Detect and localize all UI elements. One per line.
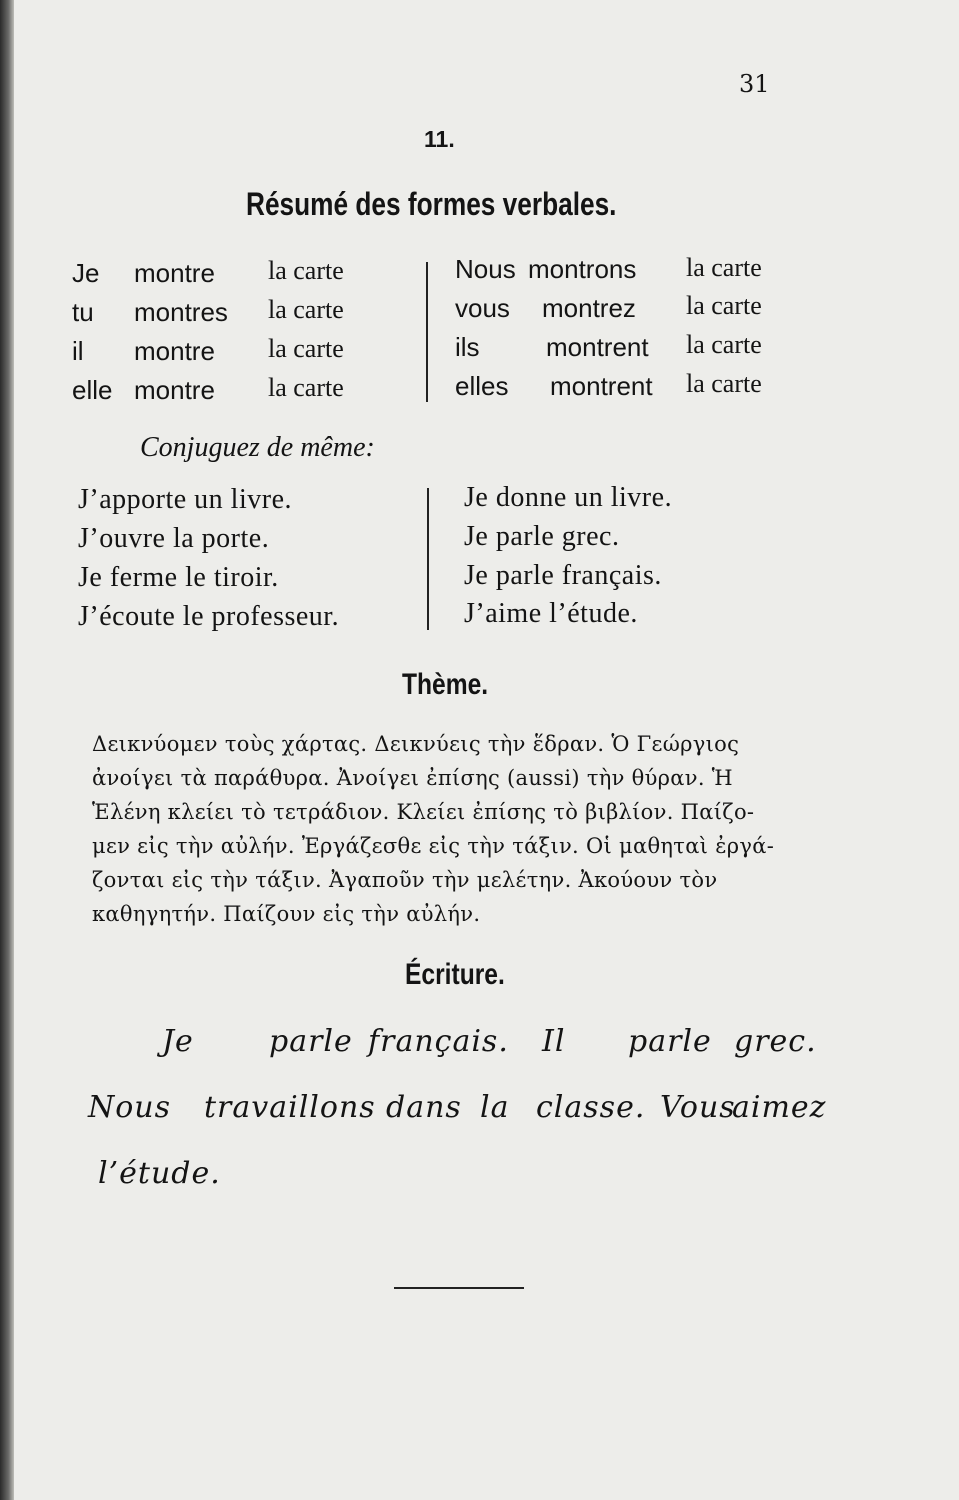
verb-form: montrez — [542, 293, 636, 323]
greek-line: Ἑλένη κλείει τὸ τετράδιον. Κλείει ἐπίσης τὸ βιβλίον. Παίζο- — [92, 800, 755, 824]
script-word: Je — [162, 1024, 194, 1059]
pronoun: il — [72, 336, 84, 366]
pronoun: vous — [455, 293, 510, 323]
script-word: parle — [269, 1024, 353, 1059]
end-rule — [394, 1287, 524, 1289]
verb-form: montrent — [546, 332, 649, 362]
section-title: Résumé des formes verbales. — [246, 186, 617, 222]
exercise-sentence: J’apporte un livre. — [78, 484, 292, 515]
greek-line: ζονται εἰς τὴν τάξιν. Ἀγαποῦν τὴν μελέτην. Ἀκούουν τὸν — [92, 868, 718, 892]
script-word: classe. — [536, 1090, 646, 1125]
exercise-sentence: J’écoute le professeur. — [78, 601, 340, 632]
verb-form: montre — [134, 336, 215, 366]
verb-form: montrent — [550, 371, 653, 401]
pronoun: tu — [72, 297, 94, 327]
script-word: Nous — [88, 1090, 172, 1125]
object: la carte — [268, 334, 344, 363]
object: la carte — [686, 253, 762, 282]
script-word: Vous — [660, 1090, 736, 1125]
exercise-sentence: J’ouvre la porte. — [78, 523, 270, 554]
script-word: dans — [386, 1090, 462, 1125]
script-word: grec. — [734, 1024, 817, 1059]
greek-line: καθηγητήν. Παίζουν εἰς τὴν αὐλήν. — [92, 902, 481, 926]
greek-line: ἀνοίγει τὰ παράθυρα. Ἀνοίγει ἐπίσης (aussi) τὴν θύραν. Ἡ — [92, 766, 733, 790]
object: la carte — [686, 291, 762, 320]
object: la carte — [686, 330, 762, 359]
conjuguez-heading: Conjuguez de même: — [140, 432, 375, 463]
object: la carte — [686, 369, 762, 398]
page-number: 31 — [739, 70, 770, 98]
book-binding — [0, 0, 14, 1500]
book-page — [14, 0, 959, 1500]
exercise-sentence: J’aime l’étude. — [464, 598, 638, 629]
exercise-sentence: Je parle grec. — [464, 521, 620, 552]
pronoun: Nous — [455, 254, 516, 284]
script-word: parle — [628, 1024, 712, 1059]
ecriture-heading: Écriture. — [405, 958, 505, 991]
script-word: la — [480, 1090, 510, 1125]
verb-form: montres — [134, 297, 228, 327]
pronoun: Je — [72, 258, 100, 288]
column-divider — [426, 262, 428, 402]
verb-form: montre — [134, 375, 215, 405]
column-divider — [427, 488, 429, 630]
object: la carte — [268, 256, 344, 285]
pronoun: elles — [455, 371, 509, 401]
script-word: Il — [542, 1024, 566, 1059]
script-word: travaillons — [204, 1090, 376, 1125]
pronoun: ils — [455, 332, 480, 362]
script-word: français. — [368, 1024, 509, 1059]
pronoun: elle — [72, 375, 113, 405]
verb-form: montre — [134, 258, 215, 288]
object: la carte — [268, 373, 344, 402]
exercise-sentence: Je parle français. — [464, 560, 662, 591]
object: la carte — [268, 295, 344, 324]
script-word: aimez — [732, 1090, 827, 1125]
exercise-sentence: Je ferme le tiroir. — [78, 562, 279, 593]
verb-form: montrons — [528, 254, 637, 284]
theme-heading: Thème. — [402, 668, 489, 701]
script-word: l’étude. — [98, 1156, 221, 1191]
greek-line: μεν εἰς τὴν αὐλήν. Ἐργάζεσθε εἰς τὴν τάξιν. Οἱ μαθηταὶ ἐργά- — [92, 834, 775, 858]
exercise-sentence: Je donne un livre. — [464, 482, 673, 513]
greek-line: Δεικνύομεν τοὺς χάρτας. Δεικνύεις τὴν ἕδραν. Ὁ Γεώργιος — [92, 732, 740, 756]
section-number: 11. — [424, 126, 455, 152]
